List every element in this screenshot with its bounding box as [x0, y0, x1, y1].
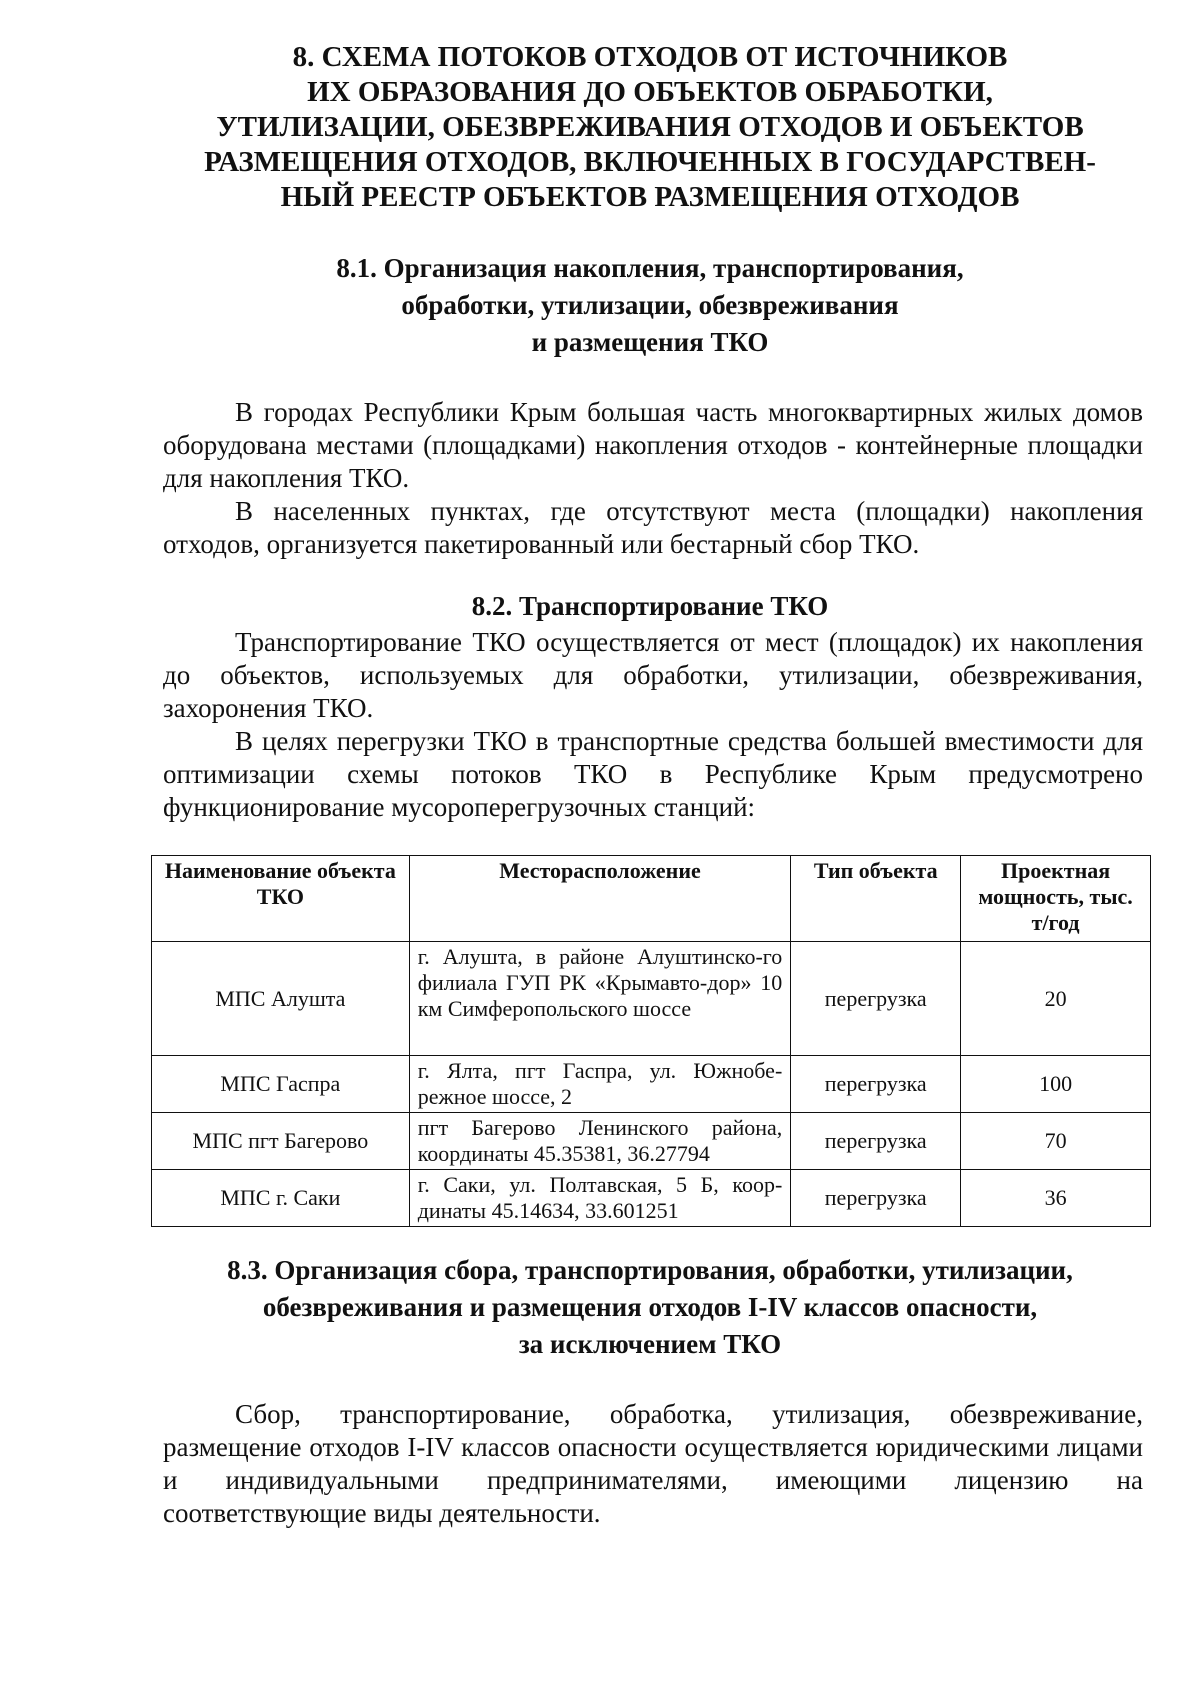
title-line: и размещения ТКО: [531, 327, 769, 357]
title-line: ИХ ОБРАЗОВАНИЯ ДО ОБЪЕКТОВ ОБРАБОТКИ,: [307, 76, 993, 108]
table-row: [152, 1056, 1151, 1113]
table-cell: перегрузка: [791, 1170, 961, 1227]
column-header: Тип объекта: [791, 856, 961, 942]
section-8-2-title: 8.2. Транспортирование ТКО: [471, 591, 829, 621]
paragraph: В населенных пунктах, где отсутствуют места (площадки) накопления отходов, организуется пакетированный или бестарный сбор ТКО.: [163, 496, 1143, 559]
table-cell: перегрузка: [791, 1056, 961, 1113]
table-cell: МПС г. Саки: [152, 1170, 410, 1227]
title-line: 8.1. Организация накопления, транспортирования,: [336, 253, 964, 283]
paragraph: В городах Республики Крым большая часть многоквартирных жилых домов оборудована местами (площадками) накопления отходов - контейнерные площадки для накопления ТКО.: [163, 397, 1143, 493]
section-8-title: [150, 40, 1150, 215]
table-cell: МПС Алушта: [152, 942, 410, 1056]
section-8-1-title: [150, 250, 1150, 361]
table-cell: 20: [961, 942, 1151, 1056]
table-cell: перегрузка: [791, 942, 961, 1056]
title-line: НЫЙ РЕЕСТР ОБЪЕКТОВ РАЗМЕЩЕНИЯ ОТХОДОВ: [280, 181, 1020, 213]
title-line: РАЗМЕЩЕНИЯ ОТХОДОВ, ВКЛЮЧЕННЫХ В ГОСУДАРСТВЕН-: [204, 146, 1096, 178]
section-8-3-title: [150, 1252, 1150, 1363]
table-header-row: [152, 856, 1151, 942]
title-line: за исключением ТКО: [518, 1329, 782, 1359]
title-line: 8. СХЕМА ПОТОКОВ ОТХОДОВ ОТ ИСТОЧНИКОВ: [292, 41, 1008, 73]
table-cell: МПС Гаспра: [152, 1056, 410, 1113]
table-row: [152, 942, 1151, 1056]
transfer-stations-table: [151, 855, 1151, 1227]
table-row: [152, 1113, 1151, 1170]
column-header: Наименование объекта ТКО: [152, 856, 410, 942]
title-line: УТИЛИЗАЦИИ, ОБЕЗВРЕЖИВАНИЯ ОТХОДОВ И ОБЪЕКТОВ: [216, 111, 1084, 143]
table-cell: МПС пгт Багерово: [152, 1113, 410, 1170]
table-cell: г. Саки, ул. Полтавская, 5 Б, коор-динаты 45.14634, 33.601251: [409, 1170, 791, 1227]
title-line: обезвреживания и размещения отходов I-IV классов опасности,: [262, 1292, 1038, 1322]
table-cell: г. Алушта, в районе Алуштинско-го филиала ГУП РК «Крымавто-дор» 10 км Симферопольского шоссе: [409, 942, 791, 1056]
column-header: Проектная мощность, тыс. т/год: [961, 856, 1151, 942]
table-cell: 100: [961, 1056, 1151, 1113]
table-cell: пгт Багерово Ленинского района, координаты 45.35381, 36.27794: [409, 1113, 791, 1170]
table-row: [152, 1170, 1151, 1227]
column-header: Месторасположение: [409, 856, 791, 942]
table-cell: г. Ялта, пгт Гаспра, ул. Южнобе-режное шоссе, 2: [409, 1056, 791, 1113]
paragraph: В целях перегрузки ТКО в транспортные средства большей вместимости для оптимизации схемы потоков ТКО в Республике Крым предусмотрено функционирование мусороперегрузочных станций:: [163, 726, 1143, 822]
title-line: 8.3. Организация сбора, транспортирования, обработки, утилизации,: [227, 1255, 1073, 1285]
table-cell: 36: [961, 1170, 1151, 1227]
paragraph: Сбор, транспортирование, обработка, утилизация, обезвреживание, размещение отходов I-IV классов опасности осуществляется юридическими лицами и индивидуальными предпринимателями, имеющими лицензию на соответствующие виды деятельности.: [163, 1399, 1143, 1528]
table-cell: перегрузка: [791, 1113, 961, 1170]
title-line: обработки, утилизации, обезвреживания: [401, 290, 899, 320]
paragraph: Транспортирование ТКО осуществляется от мест (площадок) их накопления до объектов, используемых для обработки, утилизации, обезвреживания, захоронения ТКО.: [163, 627, 1143, 723]
table-cell: 70: [961, 1113, 1151, 1170]
